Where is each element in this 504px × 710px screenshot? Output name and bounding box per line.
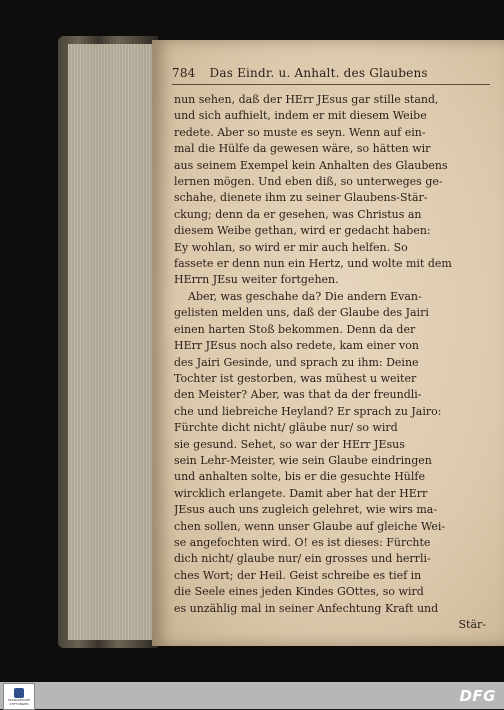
page-stack [68,44,156,640]
text-line: aus seinem Exempel kein Anhalten des Glaubens [174,158,448,172]
page-number: 784 [172,66,196,80]
page-header [172,66,490,80]
foundation-logo-text: FRANCKESCHE STIFTUNGEN [7,697,31,706]
text-line: gelisten melden uns, daß der Glaube des Jairi [174,306,429,320]
text-line: Fürchte dicht nicht/ gläube nur/ so wird [174,421,398,435]
viewer-footer-bar [0,682,504,709]
text-line: Tochter ist gestorben, was mühest u weiter [174,371,417,385]
header-rule [172,84,490,85]
text-line: ckung; denn da er gesehen, was Christus an [174,207,422,221]
text-line: einen harten Stoß bekommen. Denn da der [174,322,416,336]
text-line: mal die Hülfe da gewesen wäre, so hätten wir [174,142,431,156]
text-line: JEsus auch uns zugleich gelehret, wie wirs ma- [174,503,438,517]
foundation-logo-icon [14,688,24,698]
text-line: che und liebreiche Heyland? Er sprach zu Jairo: [174,404,442,418]
text-line: se angefochten wird. O! es ist dieses: Fürchte [174,535,431,549]
text-line: schahe, dienete ihm zu seiner Glaubens-Stär- [174,191,428,205]
text-line: sie gesund. Sehet, so war der HErr JEsus [174,437,405,451]
text-line: und anhalten solte, bis er die gesuchte Hülfe [174,470,425,484]
text-line: und sich aufhielt, indem er mit diesem Weibe [174,109,427,123]
text-line: sein Lehr-Meister, wie sein Glaube eindringen [174,453,432,467]
text-line: nun sehen, daß der HErr JEsus gar stille stand, [174,93,439,106]
text-line: HErrn JEsu weiter fortgehen. [174,273,339,287]
text-line: Stär- [458,618,486,631]
text-line: ches Wort; der Heil. Geist schreibe es tief in [174,568,422,582]
text-line: lernen mögen. Und eben diß, so unterweges ge- [174,175,443,189]
text-line: es unzählig mal in seiner Anfechtung Kraft und [174,601,439,615]
text-line: HErr JEsus noch also redete, kam einer von [174,339,419,353]
dfg-logo[interactable]: DFG [459,687,496,705]
text-line: dich nicht/ glaube nur/ ein grosses und herrli- [174,552,431,566]
text-line: die Seele eines jeden Kindes GOttes, so wird [174,585,424,599]
text-line: Aber, was geschahe da? Die andern Evan- [188,289,422,303]
text-line: wircklich erlangete. Damit aber hat der HErr [174,486,428,500]
page-text-body [174,92,486,633]
text-line: diesem Weibe gethan, wird er gedacht haben: [174,224,431,238]
foundation-logo[interactable] [3,683,35,710]
text-line: den Meister? Aber, was that da der freundli- [174,388,422,402]
text-line: fassete er denn nun ein Hertz, und wolte mit dem [174,257,452,271]
text-line: des Jairi Gesinde, und sprach zu ihm: Deine [174,355,419,369]
text-line: Ey wohlan, so wird er mir auch helfen. So [174,240,408,254]
text-line: chen sollen, wenn unser Glaube auf gleiche Wei- [174,519,446,533]
text-line: redete. Aber so muste es seyn. Wenn auf ein- [174,125,426,139]
running-title: Das Eindr. u. Anhalt. des Glaubens [209,66,428,80]
